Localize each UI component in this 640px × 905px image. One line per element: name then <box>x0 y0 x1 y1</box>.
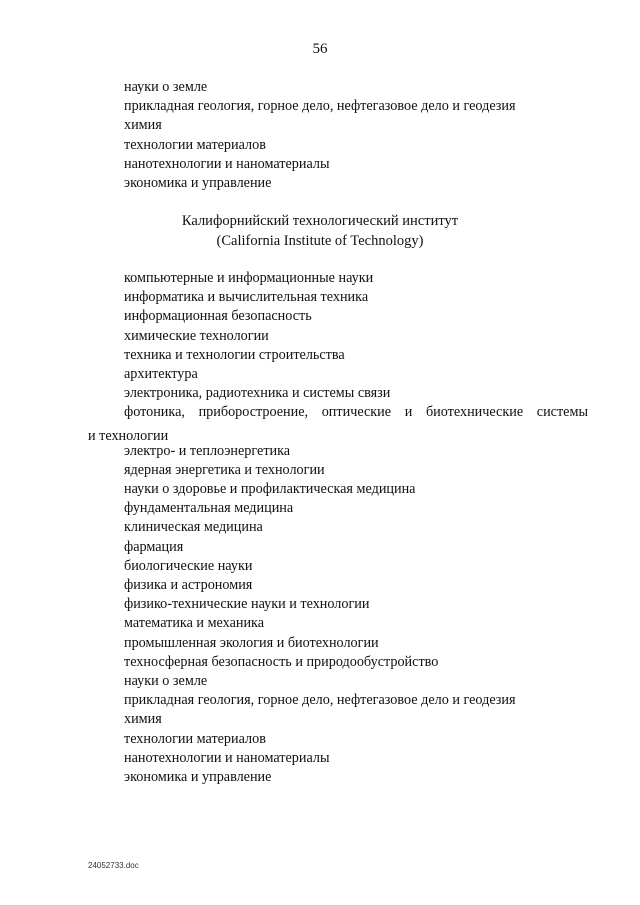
subject-item: архитектура <box>124 365 198 382</box>
subject-item: техносферная безопасность и природообустройство <box>124 653 439 670</box>
top-subject-list <box>124 78 516 193</box>
page-number: 56 <box>312 41 328 57</box>
subject-item: экономика и управление <box>124 174 272 191</box>
subject-item: промышленная экология и биотехнологии <box>124 634 379 651</box>
subject-item: электроника, радиотехника и системы связи <box>124 385 391 402</box>
subject-item: технологии материалов <box>124 136 266 153</box>
institution-heading <box>0 212 640 251</box>
subject-item: фармация <box>124 538 184 555</box>
wrapped-line-continuation: и технологии <box>88 428 169 444</box>
main-subject-list <box>124 269 588 787</box>
subject-item: фундаментальная медицина <box>124 500 294 517</box>
subject-item: электро- и теплоэнергетика <box>124 442 291 459</box>
subject-item: химия <box>124 711 162 728</box>
subject-item: экономика и управление <box>124 768 272 785</box>
subject-item: информационная безопасность <box>124 308 312 325</box>
subject-item: нанотехнологии и наноматериалы <box>124 155 330 172</box>
subject-item: прикладная геология, горное дело, нефтегазовое дело и геодезия <box>124 692 516 709</box>
subject-item: биологические науки <box>124 557 253 574</box>
subject-item: прикладная геология, горное дело, нефтегазовое дело и геодезия <box>124 98 516 115</box>
subject-item: химические технологии <box>124 327 269 344</box>
subject-item: компьютерные и информационные науки <box>124 270 374 286</box>
subject-item: физико-технические науки и технологии <box>124 596 370 613</box>
subject-item: химия <box>124 117 162 134</box>
institution-name-en: (California Institute of Technology) <box>216 232 424 249</box>
subject-item: науки о земле <box>124 79 208 95</box>
subject-item: науки о земле <box>124 672 208 689</box>
institution-name-ru: Калифорнийский технологический институт <box>181 213 459 229</box>
subject-item: науки о здоровье и профилактическая медицина <box>124 481 416 498</box>
subject-item: математика и механика <box>124 615 265 632</box>
subject-item: информатика и вычислительная техника <box>124 289 369 306</box>
subject-item: ядерная энергетика и технологии <box>124 461 325 478</box>
subject-item: физика и астрономия <box>124 577 253 593</box>
wrap-spacer <box>124 423 588 442</box>
subject-item: техника и технологии строительства <box>124 346 345 363</box>
subject-item: нанотехнологии и наноматериалы <box>124 749 330 766</box>
subject-item: технологии материалов <box>124 730 266 747</box>
subject-item: фотоника, приборостроение, оптические и биотехнические системы <box>124 404 588 421</box>
subject-item: клиническая медицина <box>124 519 263 536</box>
footer-filename: 24052733.doc <box>88 861 139 870</box>
